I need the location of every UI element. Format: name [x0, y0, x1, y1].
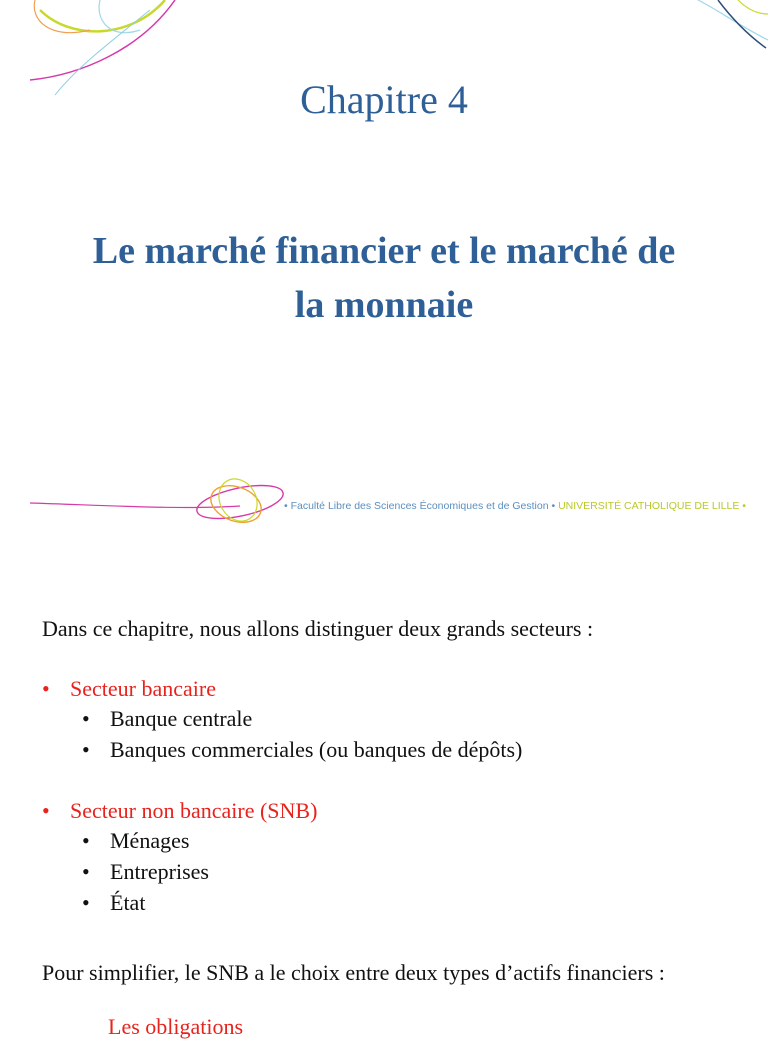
list-item-label: État [110, 890, 146, 915]
chapter-heading: Chapitre 4 [300, 77, 468, 122]
slide-title [20, 224, 748, 332]
bullet: • [42, 676, 50, 701]
footer-institution [284, 500, 746, 512]
list-item [82, 737, 522, 763]
paragraph: Pour simplifier, le SNB a le choix entre deux types d’actifs financiers : [42, 960, 665, 985]
bullet: • [82, 890, 90, 915]
bullet: • [82, 859, 90, 884]
list-item-label: Banque centrale [110, 706, 253, 731]
content-slide [0, 590, 768, 1039]
sector-label: Secteur bancaire [70, 676, 216, 701]
footer-faculty: • Faculté Libre des Sciences Économiques et de Gestion • [284, 500, 556, 512]
list-item [82, 828, 189, 854]
sector-label: Secteur non bancaire (SNB) [70, 798, 318, 823]
intro-text: Dans ce chapitre, nous allons distinguer deux grands secteurs : [42, 616, 594, 641]
bullet: • [42, 798, 50, 823]
bullet: • [82, 828, 90, 853]
list-item [82, 859, 209, 885]
bullet: • [82, 706, 90, 731]
list-item [82, 890, 145, 916]
sector-non-bancaire [42, 798, 317, 824]
slide-title-line1: Le marché financier et le marché de [92, 230, 676, 272]
list-item-label: Banques commerciales (ou banques de dépôts) [110, 737, 523, 762]
bullet: • [82, 737, 90, 762]
list-item [82, 706, 252, 732]
list-item-label: Entreprises [110, 859, 209, 884]
partial-list-item: Les obligations [108, 1014, 244, 1039]
footer-university: UNIVERSITÉ CATHOLIQUE DE LILLE • [558, 500, 746, 512]
slide-title-line2: la monnaie [294, 284, 474, 326]
sector-bancaire [42, 676, 216, 702]
list-item-label: Ménages [110, 828, 190, 853]
decorative-swirls-top-right [688, 0, 768, 60]
